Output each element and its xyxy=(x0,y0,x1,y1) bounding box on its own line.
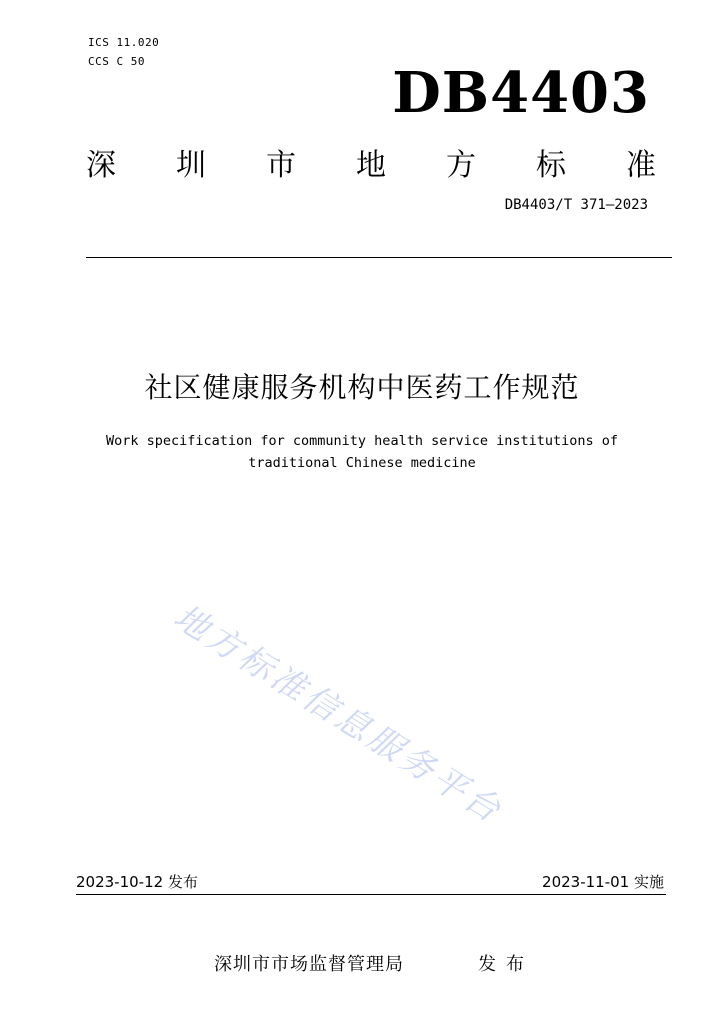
standard-type-char: 地 xyxy=(356,148,386,183)
standard-number: DB4403/T 371—2023 xyxy=(504,197,648,213)
issue-date: 2023-10-12 发布 xyxy=(76,873,198,891)
standard-type-char: 准 xyxy=(626,148,656,183)
standard-code: DB4403 xyxy=(392,60,650,126)
title-english-line1: Work specification for community health service institutions of xyxy=(105,433,619,449)
standard-type-char: 深 xyxy=(86,148,116,183)
issued-label: 发布 xyxy=(478,954,534,975)
bottom-divider xyxy=(76,894,666,895)
standard-type-char: 标 xyxy=(536,148,566,183)
ccs-code: CCS C 50 xyxy=(88,55,145,68)
standard-type-char: 市 xyxy=(266,148,296,183)
title-chinese: 社区健康服务机构中医药工作规范 xyxy=(144,371,580,404)
watermark: 地方标准信息服务平台 xyxy=(166,596,511,833)
title-english-line2: traditional Chinese medicine xyxy=(248,455,476,471)
ics-code: ICS 11.020 xyxy=(88,36,160,49)
issuer: 深圳市市场监督管理局 xyxy=(214,954,404,975)
standard-type-char: 方 xyxy=(446,148,476,183)
top-divider xyxy=(86,257,672,258)
standard-type xyxy=(86,140,656,184)
standard-type-char: 圳 xyxy=(176,148,206,183)
title-english xyxy=(60,430,664,474)
implementation-date: 2023-11-01 实施 xyxy=(542,873,664,891)
